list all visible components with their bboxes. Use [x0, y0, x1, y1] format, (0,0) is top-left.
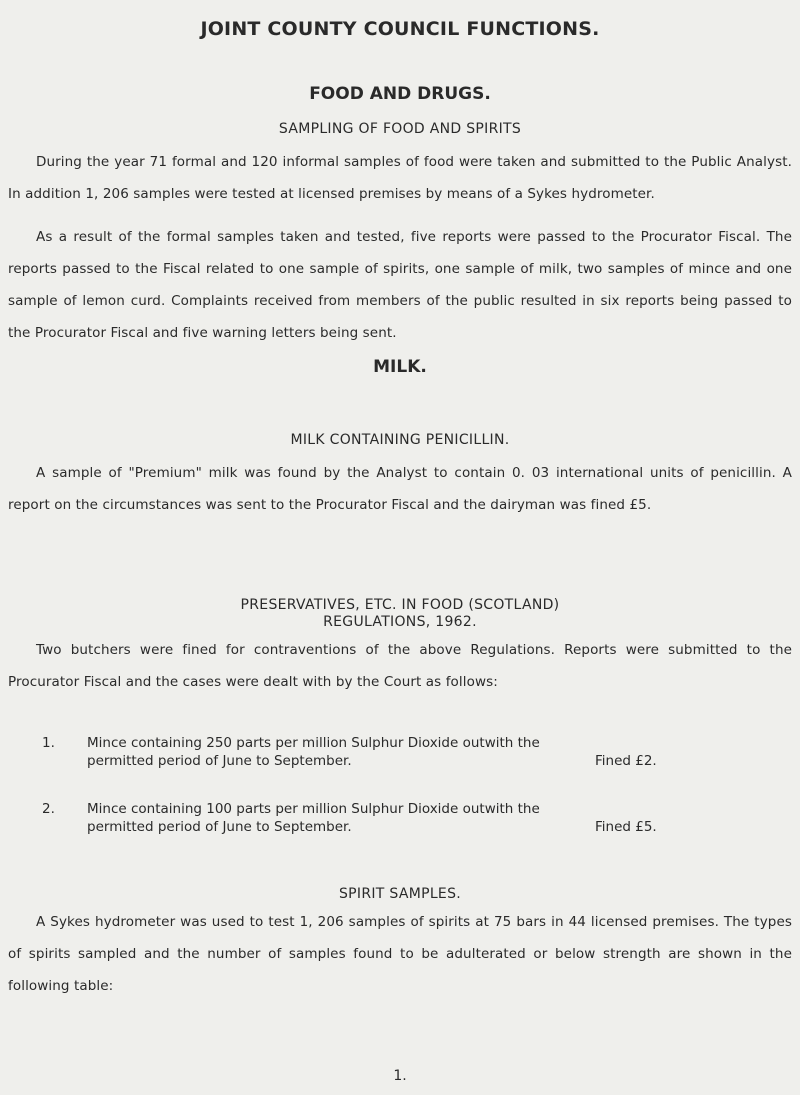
- spirit-samples-subheading: SPIRIT SAMPLES.: [338, 886, 462, 902]
- penicillin-paragraph: A sample of "Premium" milk was found by the Analyst to contain 0. 03 international units of penicillin. A report on the circumstances was sent to the Procurator Fiscal and the dairyman was fined £5.: [8, 465, 792, 513]
- sampling-paragraph-1: During the year 71 formal and 120 informal samples of food were taken and submitted to the Public Analyst. In addition 1, 206 samples were tested at licensed premises by means of a Sykes hydrometer.: [8, 154, 792, 202]
- case-number: 2.: [42, 801, 55, 817]
- sampling-paragraph-2: As a result of the formal samples taken and tested, five reports were passed to the Procurator Fiscal. The reports passed to the Fiscal related to one sample of spirits, one sample of milk, two samples of mince and one sample of lemon curd. Complaints received from members of the public resulted in six reports being passed to the Procurator Fiscal and five warning letters being sent.: [8, 229, 792, 341]
- preservatives-subheading-line1: PRESERVATIVES, ETC. IN FOOD (SCOTLAND): [240, 597, 560, 613]
- page-title: JOINT COUNTY COUNCIL FUNCTIONS.: [200, 18, 600, 40]
- case-description: Mince containing 100 parts per million Sulphur Dioxide outwith the permitted period of June to September.: [87, 801, 540, 835]
- preservatives-paragraph: Two butchers were fined for contraventions of the above Regulations. Reports were submitted to the Procurator Fiscal and the cases were dealt with by the Court as follows:: [8, 642, 792, 690]
- page-number: 1.: [393, 1068, 407, 1084]
- food-and-drugs-heading: FOOD AND DRUGS.: [309, 84, 491, 104]
- spirit-samples-paragraph: A Sykes hydrometer was used to test 1, 206 samples of spirits at 75 bars in 44 licensed premises. The types of spirits sampled and the number of samples found to be adulterated or below strength are shown in the following table:: [8, 914, 792, 994]
- case-fine: Fined £5.: [595, 819, 657, 835]
- milk-heading: MILK.: [373, 357, 427, 377]
- case-fine: Fined £2.: [595, 753, 657, 769]
- sampling-subheading: SAMPLING OF FOOD AND SPIRITS: [278, 121, 522, 137]
- penicillin-subheading: MILK CONTAINING PENICILLIN.: [290, 432, 510, 448]
- case-description: Mince containing 250 parts per million Sulphur Dioxide outwith the permitted period of June to September.: [87, 735, 540, 769]
- case-number: 1.: [42, 735, 55, 751]
- preservatives-subheading-line2: REGULATIONS, 1962.: [323, 614, 477, 630]
